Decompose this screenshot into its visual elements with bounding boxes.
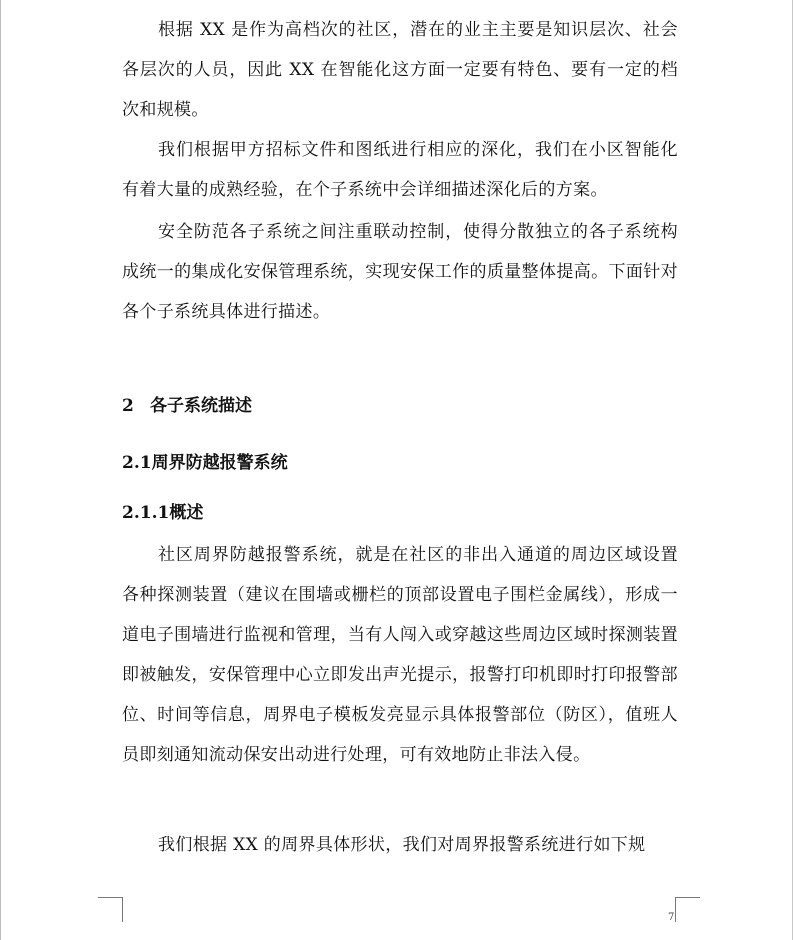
heading-level-3: 2.1.1概述 <box>122 503 204 523</box>
body-paragraph: 我们根据甲方招标文件和图纸进行相应的深化，我们在小区智能化有着大量的成熟经验，在个子系统中会详细描述深化后的方案。 <box>122 140 678 200</box>
body-paragraph: 根据 XX 是作为高档次的社区，潜在的业主主要是知识层次、社会各层次的人员，因此 XX 在智能化这方面一定要有特色、要有一定的档次和规模。 <box>122 20 678 120</box>
heading-level-2: 2.1周界防越报警系统 <box>122 453 288 473</box>
page-left-edge <box>0 0 1 940</box>
body-paragraph: 安全防范各子系统之间注重联动控制，使得分散独立的各子系统构成统一的集成化安保管理系统，实现安保工作的质量整体提高。下面针对各个子系统具体进行描述。 <box>122 222 678 322</box>
crop-mark-right <box>675 897 700 922</box>
body-paragraph: 社区周界防越报警系统，就是在社区的非出入通道的周边区域设置各种探测装置（建议在围墙或栅栏的顶部设置电子围栏金属线），形成一道电子围墙进行监视和管理，当有人闯入或穿越这些周边区域时探测装置即被触发，安保管理中心立即发出声光提示，报警打印机即时打印报警部位、时间等信息，周界电子模板发亮显示具体报警部位（防区），值班人员即刻通知流动保安出动进行处理，可有效地防止非法入侵。 <box>122 545 678 765</box>
heading-level-1 <box>122 394 252 418</box>
crop-mark-left <box>98 897 123 922</box>
page-right-edge <box>792 0 793 940</box>
heading-number: 2 <box>122 396 134 416</box>
page-number: 7 <box>668 912 675 923</box>
heading-title: 各子系统描述 <box>150 396 252 416</box>
body-paragraph: 我们根据 XX 的周界具体形状，我们对周界报警系统进行如下规 <box>158 835 646 855</box>
